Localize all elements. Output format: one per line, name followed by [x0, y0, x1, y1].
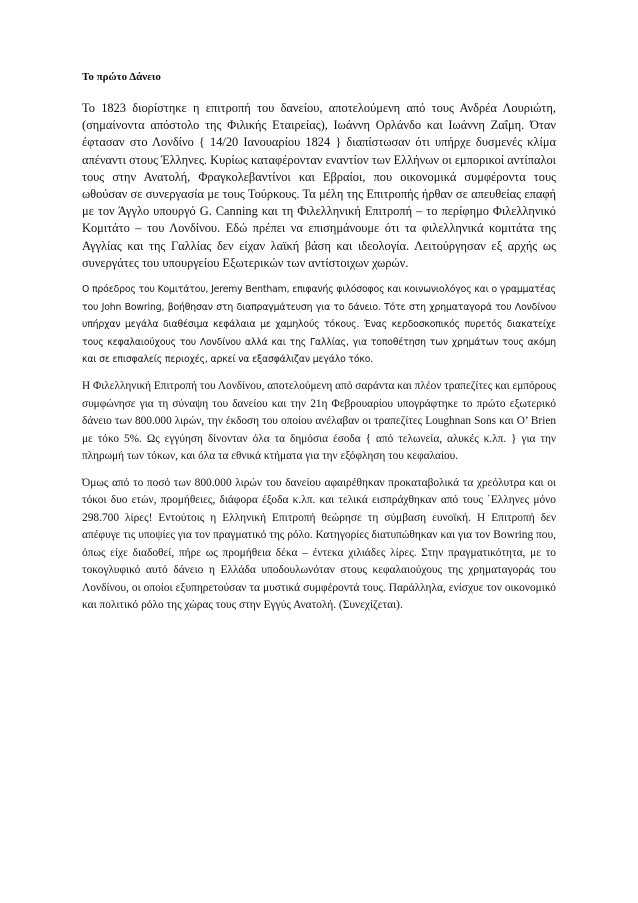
document-page — [82, 70, 556, 624]
paragraph-bentham: Ο πρόεδρος του Κομιτάτου, Jeremy Bentham, επιφανής φιλόσοφος και κοινωνιολόγος και ο γραμματέας του John Bowring, βοήθησαν στη διαπραγμάτευση για το δάνειο. Τότε στη χρηματαγορά του Λονδίνου υπήρχαν μεγάλα διαθέσιμα κεφάλαια με χαμηλούς τόκους. Ένας κερδοσκοπικός πυρετός διακατείχε τους κεφαλαιούχους του Λονδίνου αλλά και της Γαλλίας, για τοποθέτηση των χρημάτων τους ακόμη και σε επισφαλείς περιοχές, αρκεί να εξασφάλιζαν μεγάλο τόκο. — [82, 284, 556, 366]
paragraph-committee: Το 1823 διορίστηκε η επιτροπή του δανείου, αποτελούμενη από τους Ανδρέα Λουριώτη, (σημαίνοντα απόστολο της Φιλικής Εταιρείας), Ιωάννη Ορλάνδο και Ιωάννη Ζαΐμη. Όταν έφτασαν στο Λονδίνο { 14/20 Ιανουαρίου 1824 } διαπίστωσαν ότι υπήρχε δυσμενές κλίμα απέναντι στους Έλληνες. Κυρίως καταφέρονταν εναντίον των Ελλήνων οι εμπορικοί αντίπαλοι τους στην Ανατολή, Φραγκολεβαντίνοι και Εβραίοι, που οικονομικά συμφέροντα τους ωθούσαν σε συνεργασία με τους Τούρκους. Τα μέλη της Επιτροπής ήρθαν σε απευθείας επαφή με τον Άγγλο υπουργό G. Canning και τη Φιλελληνική Επιτροπή – το περίφημο Φιλελληνικό Κομιτάτο – του Λονδίνου. Εδώ πρέπει να επισημάνουμε ότι τα φιλελληνικά κομιτάτα της Αγγλίας και της Γαλλίας δεν είχαν λαϊκή βάση και ιδεολογία. Λειτούργησαν εξ αρχής ως συνεργάτες του υπουργείου Εξωτερικών των αντίστοιχων χωρών. — [82, 101, 556, 270]
paragraph-loan-outcome: Όμως από το ποσό των 800.000 λιρών του δανείου αφαιρέθηκαν προκαταβολικά τα χρεόλυτρα και οι τόκοι δυο ετών, προμήθειες, διάφορα έξοδα κ.λπ. και τελικά εισπράχθηκαν από τους ΄Ελληνες μόνο 298.700 λίρες! Εντούτοις η Ελληνική Επιτροπή θεώρησε τη σύμβαση ευνοϊκή. Η Επιτροπή δεν απέφυγε τις υποψίες για τον πραγματικό της ρόλο. Κατηγορίες διατυπώθηκαν και για τον Bowring που, όπως είχε διαδοθεί, πήρε ως προμήθεια δέκα – έντεκα χιλιάδες λίρες. Στην πραγματικότητα, με το τοκογλυφικό αυτό δάνειο η Ελλάδα υποδουλωνόταν στους κεφαλαιούχους της χρηματαγοράς του Λονδίνου, οι οποίοι εξυπηρετούσαν τα μυστικά συμφέροντά τους. Παράλληλα, ενίσχυε τον οικονομικό και πολιτικό ρόλο της χώρας τους στην Εγγύς Ανατολή. (Συνεχίζεται). — [82, 476, 556, 611]
document-title: Το πρώτο Δάνειο — [82, 71, 161, 83]
paragraph-loan-terms: Η Φιλελληνική Επιτροπή του Λονδίνου, αποτελούμενη από σαράντα και πλέον τραπεζίτες και εμπόρους συμφώνησε για τη σύναψη του δανείου και την 21η Φεβρουαρίου υπογράφτηκε το πρώτο εξωτερικό δάνειο των 800.000 λιρών, την έκδοση του οποίου ανέλαβαν οι τραπεζίτες Loughnan Sons και O’ Brien με τόκο 5%. Ως εγγύηση δίνονταν όλα τα δημόσια έσοδα { από τελωνεία, αλυκές κ.λπ. } για την πληρωμή των τόκων, και όλα τα εθνικά κτήματα για την εξόφληση του κεφαλαίου. — [82, 380, 556, 462]
